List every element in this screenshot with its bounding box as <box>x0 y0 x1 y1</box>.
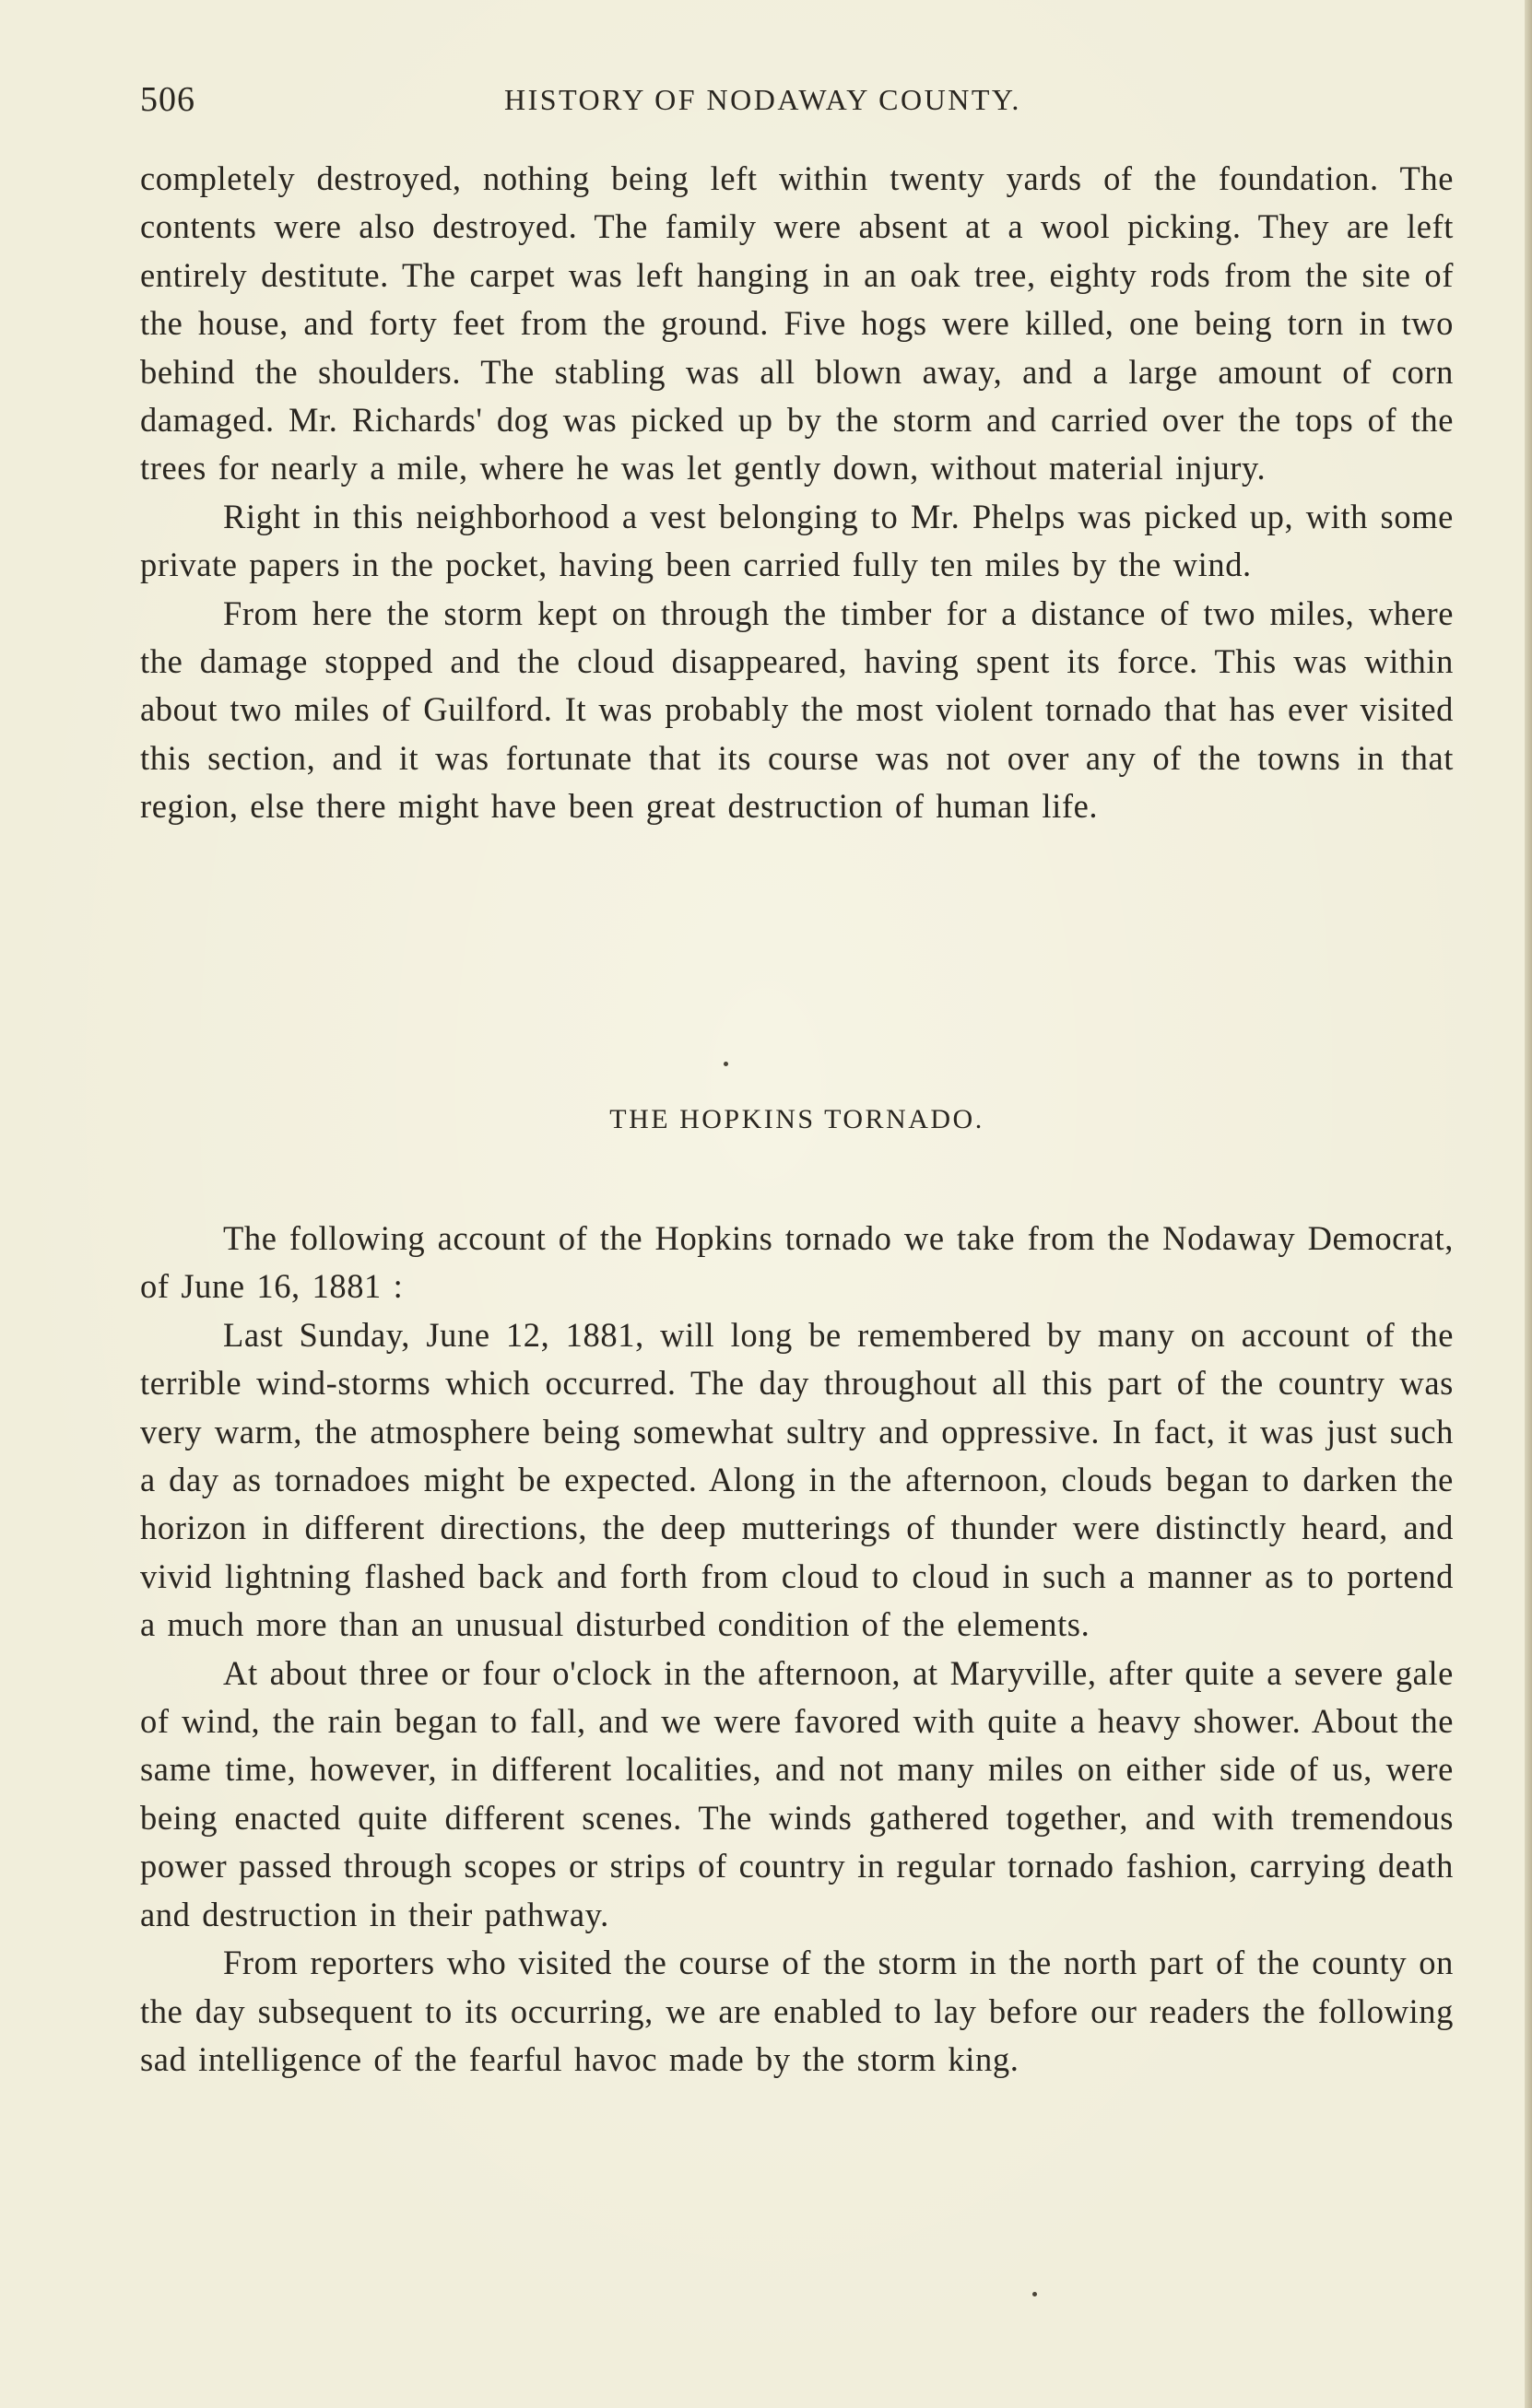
paragraph: Right in this neighborhood a vest belonging to Mr. Phelps was picked up, with some private papers in the pocket, having been carried fully ten miles by the wind. <box>140 497 1454 584</box>
paragraph: Last Sunday, June 12, 1881, will long be remembered by many on account of the terrible wind-storms which occurred. The day throughout all this part of the country was very warm, the atmosphere being somewhat sultry and oppressive. In fact, it was just such a day as tornadoes might be expected. Along in the afternoon, clouds began to darken the horizon in different directions, the deep mutterings of thunder were distinctly heard, and vivid lightning flashed back and forth from cloud to cloud in such a manner as to portend a much more than an unusual disturbed condition of the elements. <box>140 1315 1454 1644</box>
print-speck <box>1032 2292 1037 2296</box>
text-block-hopkins-tornado <box>140 1215 1454 2084</box>
page-number: 506 <box>140 80 195 119</box>
paragraph: From reporters who visited the course of the storm in the north part of the county on the day subsequent to its occurring, we are enabled to lay before our readers the following sad intelligence of the fearful havoc made by the storm king. <box>140 1944 1454 2078</box>
page-edge-shadow <box>1525 0 1532 2408</box>
print-speck <box>724 1062 728 1066</box>
section-heading: THE HOPKINS TORNADO. <box>609 1104 984 1134</box>
text-block-continuation <box>140 155 1454 831</box>
running-title: HISTORY OF NODAWAY COUNTY. <box>504 83 1021 116</box>
paragraph: From here the storm kept on through the timber for a distance of two miles, where the damage stopped and the cloud disappeared, having spent its force. This was within about two miles of Guilford. It was probably the most violent tornado that has ever visited this section, and it was fortunate that its course was not over any of the towns in that region, else there might have been great destruction of human life. <box>140 593 1454 826</box>
paragraph: completely destroyed, nothing being left within twenty yards of the foundation. The contents were also destroyed. The family were absent at a wool picking. They are left entirely destitute. The carpet was left hanging in an oak tree, eighty rods from the site of the house, and forty feet from the ground. Five hogs were killed, one being torn in two behind the shoulders. The stabling was all blown away, and a large amount of corn damaged. Mr. Richards' dog was picked up by the storm and carried over the tops of the trees for nearly a mile, where he was let gently down, without material injury. <box>140 159 1454 487</box>
paragraph: The following account of the Hopkins tornado we take from the Nodaway Democrat, of June 16, 1881 : <box>140 1219 1454 1306</box>
running-head <box>140 72 1454 127</box>
paragraph: At about three or four o'clock in the afternoon, at Maryville, after quite a severe gale of wind, the rain began to fall, and we were favored with quite a heavy shower. About the same time, however, in different localities, and not many miles on either side of us, were being enacted quite different scenes. The winds gathered together, and with tremendous power passed through scopes or strips of country in regular tornado fashion, carrying death and destruction in their pathway. <box>140 1653 1454 1933</box>
